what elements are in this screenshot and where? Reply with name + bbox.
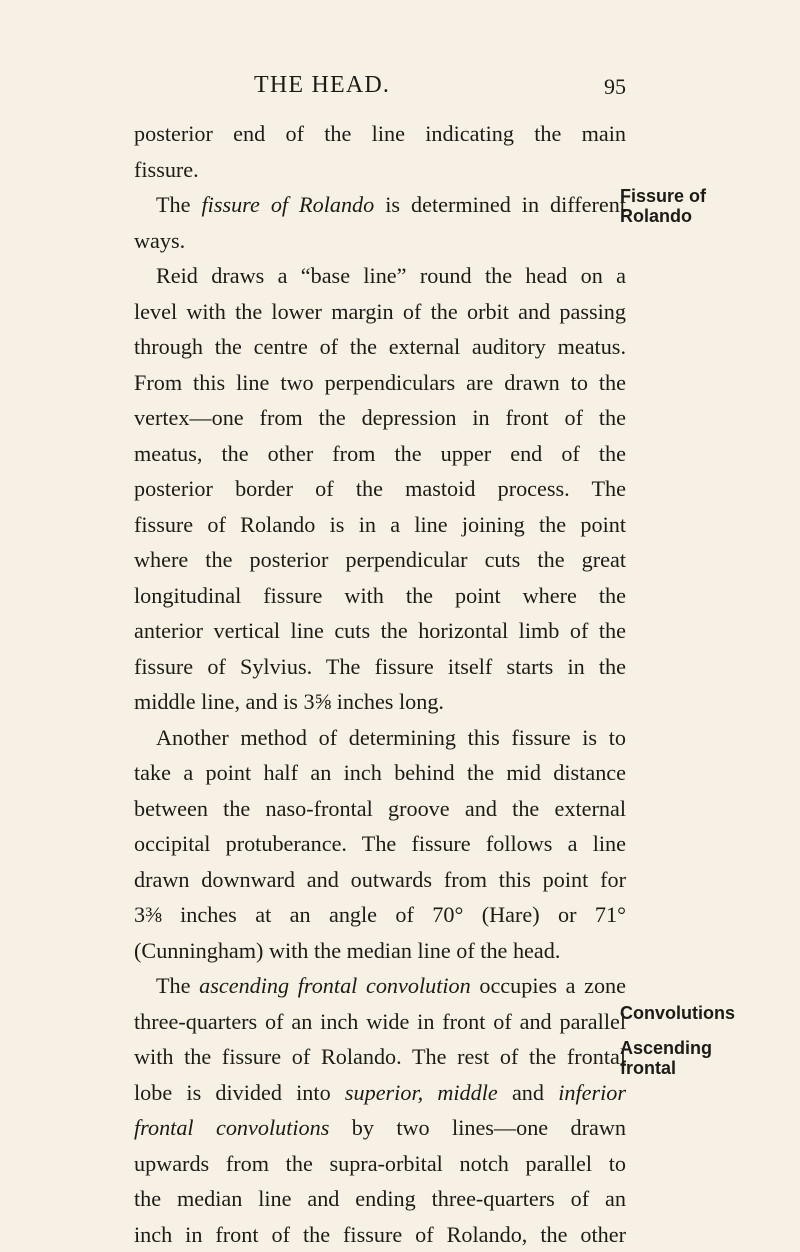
- text-span: The: [156, 192, 201, 217]
- italic-term: fissure of Rolando: [201, 192, 374, 217]
- text-line: upwards from the supra-orbital notch parallel to: [134, 1146, 626, 1182]
- margin-note-ascending-frontal: Ascending frontal: [620, 1038, 800, 1078]
- text-line: occipital protuberance. The fissure follows a line: [134, 826, 626, 862]
- text-span: by two lines—one drawn: [329, 1115, 626, 1140]
- text-line: ways.: [134, 223, 626, 259]
- text-line: fissure.: [134, 152, 626, 188]
- text-line: [134, 187, 626, 223]
- text-line: between the naso-frontal groove and the external: [134, 791, 626, 827]
- margin-note-convolutions: Convolutions: [620, 1003, 800, 1023]
- italic-term: inferior: [558, 1080, 626, 1105]
- text-line: inch in front of the fissure of Rolando, the other: [134, 1217, 626, 1252]
- italic-term: superior, middle: [345, 1080, 498, 1105]
- text-line: fissure of Sylvius. The fissure itself starts in the: [134, 649, 626, 685]
- text-line: the median line and ending three-quarters of an: [134, 1181, 626, 1217]
- text-line: [134, 968, 626, 1004]
- text-line: take a point half an inch behind the mid distance: [134, 755, 626, 791]
- text-line: middle line, and is 3⅝ inches long.: [134, 684, 626, 720]
- text-line: From this line two perpendiculars are drawn to the: [134, 365, 626, 401]
- text-line: (Cunningham) with the median line of the head.: [134, 933, 626, 969]
- text-line: drawn downward and outwards from this point for: [134, 862, 626, 898]
- running-title: THE HEAD.: [254, 72, 390, 99]
- text-line: [134, 1110, 626, 1146]
- text-line: three-quarters of an inch wide in front of and parallel: [134, 1004, 626, 1040]
- text-line: anterior vertical line cuts the horizontal limb of the: [134, 613, 626, 649]
- italic-term: frontal convolutions: [134, 1115, 329, 1140]
- body-text: [134, 116, 626, 1252]
- italic-term: ascending frontal convolution: [199, 973, 471, 998]
- text-line: vertex—one from the depression in front of the: [134, 400, 626, 436]
- text-line: meatus, the other from the upper end of the: [134, 436, 626, 472]
- text-line: longitudinal fissure with the point where the: [134, 578, 626, 614]
- text-line: 3⅜ inches at an angle of 70° (Hare) or 71°: [134, 897, 626, 933]
- margin-note-fissure-of-rolando: Fissure of Rolando: [620, 186, 800, 226]
- text-line: Another method of determining this fissure is to: [134, 720, 626, 756]
- text-span: The: [156, 973, 199, 998]
- text-span: lobe is divided into: [134, 1080, 345, 1105]
- text-line: through the centre of the external auditory meatus.: [134, 329, 626, 365]
- text-span: is determined in different: [374, 192, 626, 217]
- text-line: fissure of Rolando is in a line joining the point: [134, 507, 626, 543]
- text-line: [134, 1075, 626, 1111]
- text-span: and: [498, 1080, 558, 1105]
- running-head: [134, 72, 626, 108]
- text-line: posterior border of the mastoid process. The: [134, 471, 626, 507]
- page-number: 95: [604, 74, 626, 100]
- text-line: posterior end of the line indicating the main: [134, 116, 626, 152]
- text-line: with the fissure of Rolando. The rest of the frontal: [134, 1039, 626, 1075]
- text-line: level with the lower margin of the orbit and passing: [134, 294, 626, 330]
- text-span: occupies a zone: [471, 973, 626, 998]
- text-line: where the posterior perpendicular cuts the great: [134, 542, 626, 578]
- text-line: Reid draws a “base line” round the head on a: [134, 258, 626, 294]
